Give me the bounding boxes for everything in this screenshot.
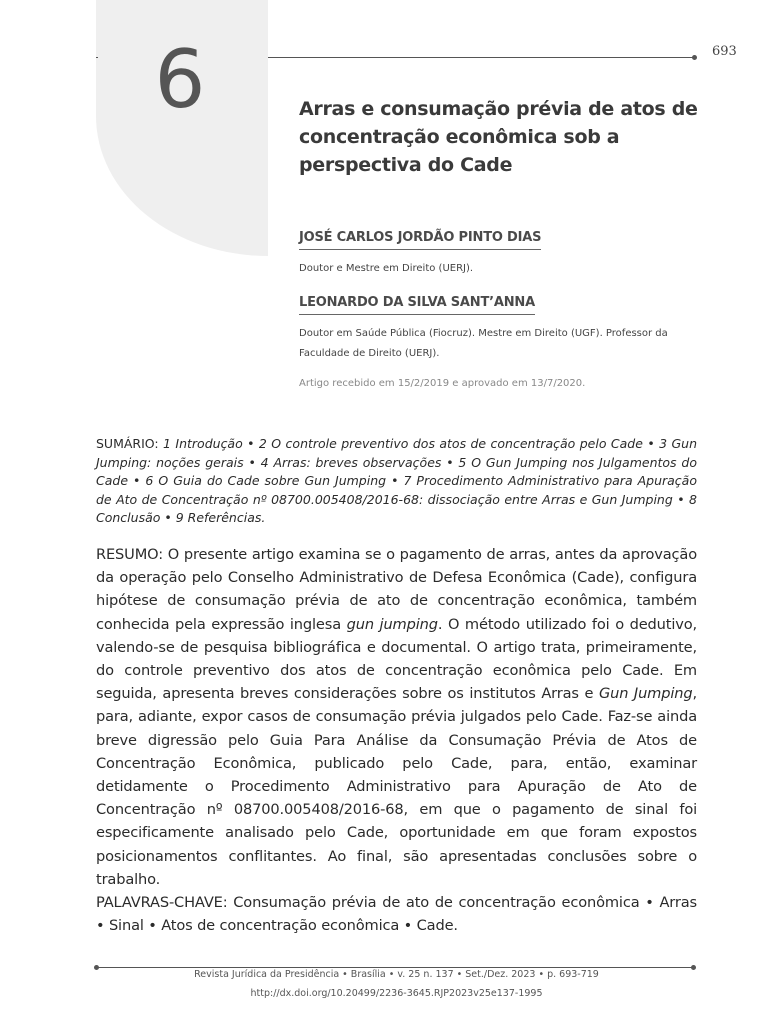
author-bio-1: Doutor e Mestre em Direito (UERJ). [299,263,474,274]
received-date: Artigo recebido em 15/2/2019 e aprovado em 13/7/2020. [299,378,586,389]
abstract-text-3: , para, adiante, expor casos de consumação prévia julgados pelo Cade. Faz-se ainda breve digressão pelo Guia Para Análise da Consumação Prévia de Atos de Concentração Econômica, publicado pelo Cade, para, então, examinar detidamente o Procedimento Administrativo para Apuração de Ato de Concentração nº 08700.005408/2016-68, em que o pagamento de sinal foi especificamente analisado pelo Cade, oportunidade em que foram expostos posicionamentos conflitantes. Ao final, são apresentadas conclusões sobre o trabalho. [96,685,697,888]
abstract-label: RESUMO: [96,546,163,563]
summary-items: 1 Introdução • 2 O controle preventivo dos atos de concentração pelo Cade • 3 Gun Jumping: noções gerais • 4 Arras: breves observações • 5 O Gun Jumping nos Julgamentos do Cade • 6 O Guia do Cade sobre Gun Jumping • 7 Procedimento Administrativo para Apuração de Ato de Concentração nº 08700.005408/2016-68: dissociação entre Arras e Gun Jumping • 8 Conclusão • 9 Referências. [96,436,697,526]
author-name-1: JOSÉ CARLOS JORDÃO PINTO DIAS [299,230,541,250]
summary-label: SUMÁRIO: [96,436,159,451]
abstract-text-2: . O método utilizado foi o dedutivo, valendo-se de pesquisa bibliográfica e documental. O artigo trata, primeiramente, do controle preventivo dos atos de concentração econômica pelo Cade. Em seguida, apresenta breves considerações sobre os institutos Arras e [96,615,697,703]
chapter-number: 6 [154,33,206,126]
abstract [96,543,697,891]
page-number: 693 [712,44,737,59]
summary [96,435,697,528]
keywords-label: PALAVRAS-CHAVE: [96,894,228,911]
top-rule-left [96,57,98,58]
author-bio-2: Doutor em Saúde Pública (Fiocruz). Mestre em Direito (UGF). Professor da Faculdade de Direito (UERJ). [299,328,668,359]
footer-journal: Revista Jurídica da Presidência • Brasília • v. 25 n. 137 • Set./Dez. 2023 • p. 693-719 [194,969,599,980]
bottom-rule [96,967,694,968]
abstract-text-1: O presente artigo examina se o pagamento de arras, antes da aprovação da operação pelo Conselho Administrativo de Defesa Econômica (Cade), configura hipótese de consumação prévia de ato de concentração econômica, também conhecida pela expressão inglesa [96,546,697,633]
keywords [96,891,697,937]
abstract-term-gun-jumping-2: Gun Jumping [598,685,693,703]
top-rule [268,57,694,58]
keywords-text: Consumação prévia de ato de concentração econômica • Arras • Sinal • Atos de concentração econômica • Cade. [96,894,697,935]
footer-doi[interactable]: http://dx.doi.org/10.20499/2236-3645.RJP2023v25e137-1995 [250,988,543,999]
article-title: Arras e consumação prévia de atos de concentração econômica sob a perspectiva do Cade [299,98,698,176]
author-name-2: LEONARDO DA SILVA SANT’ANNA [299,295,535,315]
abstract-term-gun-jumping: gun jumping [346,615,438,633]
